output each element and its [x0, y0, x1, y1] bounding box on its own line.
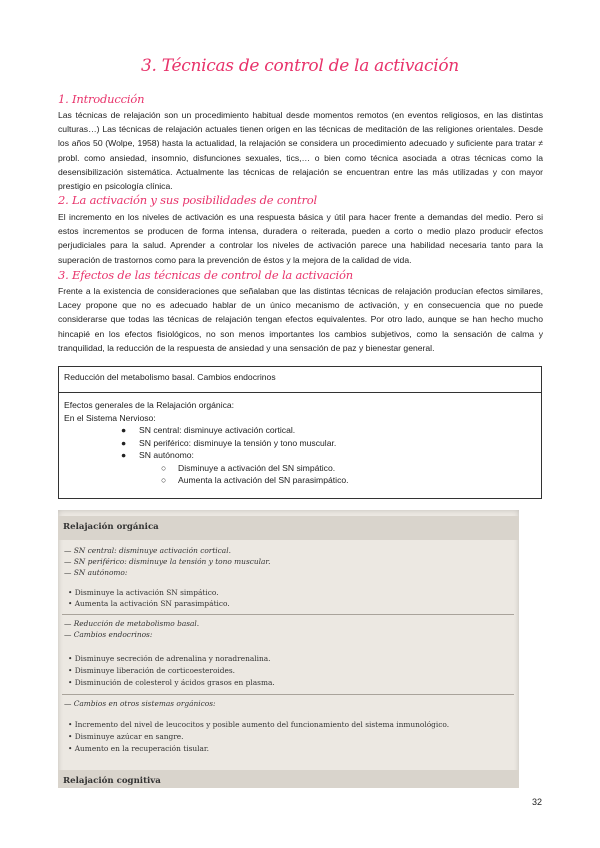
scan-line: — Cambios en otros sistemas orgánicos:: [64, 699, 216, 708]
scan-line: — SN periférico: disminuye la tensión y tono muscular.: [64, 557, 271, 566]
section-text-efectos: Frente a la existencia de consideraciones que señalaban que las distintas técnicas de relajación producían efectos similares, Lacey propone que no es adecuado hablar de un único mecanismo de activación, y en consecuencia que no puede considerarse que todas las técnicas de relajación tengan efectos equivalentes. Por otro lado, aunque se han hecho mucho hincapié en los efectos fisiológicos, no son menos importantes los cambios subjetivos, como la sensación de calma y tranquilidad, la reducción de la respuesta de ansiedad y una sensación de paz y bienestar general.: [58, 286, 543, 353]
section-heading-efectos: 3. Efectos de las técnicas de control de la activación: [58, 268, 353, 282]
list-item: ○ Aumenta la activación del SN parasimpático.: [161, 475, 349, 485]
list-item: ○ Disminuye a activación del SN simpático.: [161, 462, 336, 473]
summary-table-body: [59, 393, 541, 487]
scan-line: — Reducción de metabolismo basal.: [64, 619, 200, 628]
summary-table: [58, 366, 542, 499]
section-text-activacion: El incremento en los niveles de activación es una respuesta básica y útil para hacer frente a demandas del medio. Pero si estos incrementos se producen de forma intensa, duradera o reiterada, pueden a corto o medio plazo producir efectos perjudiciales para la salud. Aprender a controlar los niveles de activación parece una habilidad necesaria tanto para la superación de trastornos como para la prevención de éstos y la mejora de la calidad de vida.: [58, 212, 543, 265]
scan-line: — SN autónomo:: [64, 568, 128, 577]
section-text-introduccion: Las técnicas de relajación son un procedimiento habitual desde momentos remotos (en eventos religiosos, en las distintas culturas…) Las técnicas de relajación actuales tienen origen en las técnicas de meditación de las religiones orientales. Desde los años 50 (Wolpe, 1958) hasta la actualidad, la relajación se considera un procedimiento adecuado y suficiente para tratar ≠ probl. como ansiedad, insomnio, disfunciones sexuales, tics,… o bien como técnica asociada a otras técnicas como la desensibilización sistemática. Actualmente las técnicas de relajación se encuentran entre las más utilizadas y con mayor prestigio en psicología clínica.: [58, 110, 543, 192]
summary-intro-sistema: En el Sistema Nervioso:: [64, 412, 156, 423]
scan-line: • Disminuye la activación SN simpático.: [68, 588, 219, 597]
scan-line: • Disminución de colesterol y ácidos grasos en plasma.: [68, 678, 275, 687]
section-heading-introduccion: 1. Introducción: [58, 92, 145, 106]
scan-line: • Disminuye liberación de corticoesteroides.: [68, 666, 236, 675]
page-title: 3. Técnicas de control de la activación: [141, 56, 459, 76]
scan-divider: [62, 614, 514, 615]
scan-divider: [62, 694, 514, 695]
scan-line: — Cambios endocrinos:: [64, 630, 153, 639]
scan-line: • Disminuye secreción de adrenalina y noradrenalina.: [68, 654, 271, 663]
list-item: ● SN periférico: disminuye la tensión y tono muscular.: [121, 437, 337, 448]
scan-line: — SN central: disminuye activación cortical.: [64, 546, 231, 555]
scan-line: • Incremento del nivel de leucocitos y posible aumento del funcionamiento del sistema inmunológico.: [68, 720, 450, 729]
page-number: 32: [531, 797, 542, 807]
scan-footer-header: Relajación cognitiva: [58, 770, 519, 788]
scan-line: • Aumenta la activación SN parasimpático.: [68, 599, 230, 608]
scan-line: • Disminuye azúcar en sangre.: [68, 732, 184, 741]
section-heading-activacion: 2. La activación y sus posibilidades de control: [58, 193, 317, 207]
list-item: ● SN autónomo:: [121, 450, 194, 460]
scan-header: Relajación orgánica: [58, 516, 519, 540]
summary-intro-line: Efectos generales de la Relajación orgánica:: [64, 400, 235, 410]
summary-table-header: Reducción del metabolismo basal. Cambios endocrinos: [59, 367, 541, 393]
scanned-table-image: [58, 510, 519, 788]
summary-bullet-list: [64, 424, 541, 487]
scan-line: • Aumento en la recuperación tisular.: [68, 744, 209, 753]
list-item: ● SN central: disminuye activación cortical.: [121, 425, 296, 435]
